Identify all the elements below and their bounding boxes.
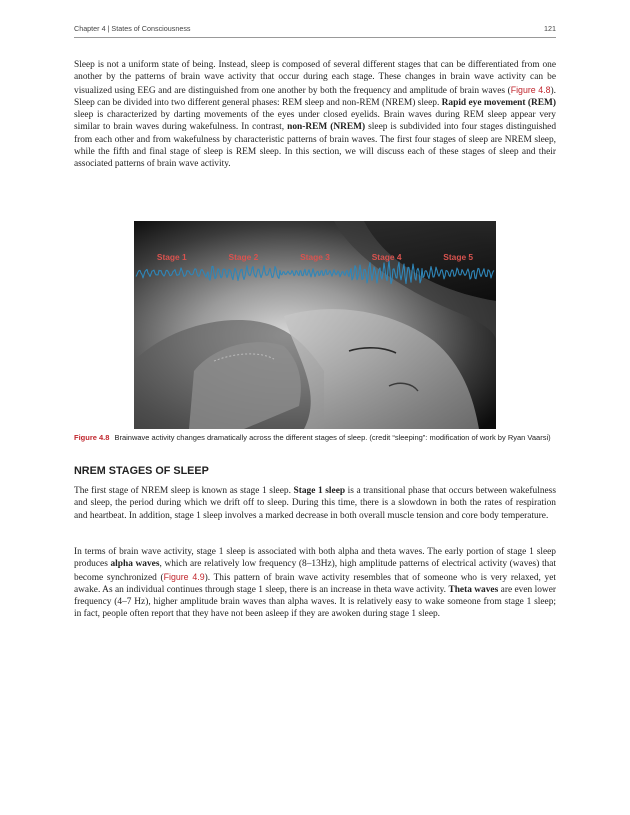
term-theta-waves: Theta waves	[448, 584, 499, 595]
term-nrem: non-REM (NREM)	[287, 122, 366, 133]
header-rule	[74, 37, 556, 38]
stage-label: Stage 5	[443, 252, 474, 262]
figure-caption	[74, 433, 556, 444]
intro-paragraph: Sleep is not a uniform state of being. Instead, sleep is composed of several different stages that can be differentiated from one another by the patterns of brain wave activity that occur during each stage. These changes in brain wave activity can be visualized using EEG and are distinguished from one another by both the frequency and amplitude of brain waves (Figure 4.8). Sleep can be divided into two different general phases: REM sleep and non-REM (NREM) sleep. Rapid eye movement (REM) sleep is characterized by darting movements of the eyes under closed eyelids. Brain waves during REM sleep appear very similar to brain waves during wakefulness. In contrast, non-REM (NREM) sleep is subdivided into four stages distinguished from each other and from wakefulness by characteristic patterns of brain waves. The first four stages of sleep are NREM sleep, while the fifth and final stage of sleep is REM sleep. In this section, we will discuss each of these stages of sleep and their associated patterns of brain wave activity.	[74, 60, 557, 170]
page-number: 121	[544, 24, 556, 33]
stage-label: Stage 3	[300, 252, 330, 262]
stage-label: Stage 1	[156, 252, 187, 262]
caption-text: Brainwave activity changes dramatically across the different stages of sleep. (credit “sleeping”: modification of work by Ryan Vaarsi)	[114, 433, 551, 442]
stage-label: Stage 4	[371, 252, 402, 262]
figure-4-8-link[interactable]: Figure 4.8	[510, 84, 551, 95]
term-stage1-sleep: Stage 1 sleep	[293, 486, 346, 496]
term-rem: Rapid eye movement (REM)	[441, 97, 556, 108]
brainwave-paragraph: In terms of brain wave activity, stage 1 sleep is associated with both alpha and theta waves. The early portion of stage 1 sleep produces alpha waves, which are relatively low frequency (8–13Hz), high amplitude patterns of electrical activity (waves) that become synchronized (Figure 4.9). This pattern of brain wave activity resembles that of someone who is very relaxed, yet awake. As an individual continues through stage 1 sleep, there is an increase in theta wave activity. Theta waves are even lower frequency (4–7 Hz), higher amplitude brain waves than alpha waves. It is relatively easy to wake someone from stage 1 sleep; in fact, people often report that they have not been asleep if they are awoken during stage 1 sleep.	[74, 547, 557, 620]
figure-4-9-link[interactable]: Figure 4.9	[163, 571, 205, 582]
page-header	[74, 24, 556, 38]
stage1-paragraph: The first stage of NREM sleep is known as stage 1 sleep. Stage 1 sleep is a transitional phase that occurs between wakefulness and sleep, the period during which we drift off to sleep. During this time, there is a slowdown in both the rates of respiration and heartbeat. In addition, stage 1 sleep involves a marked decrease in both overall muscle tension and core body temperature.	[74, 486, 556, 521]
sleep-stages-figure	[134, 221, 496, 429]
stage-label: Stage 2	[228, 252, 259, 262]
chapter-title: Chapter 4 | States of Consciousness	[74, 24, 191, 33]
caption-label: Figure 4.8	[74, 433, 110, 442]
section-title: NREM STAGES OF SLEEP	[74, 465, 209, 477]
term-alpha-waves: alpha waves	[110, 559, 160, 570]
sleeping-photo	[134, 221, 496, 429]
